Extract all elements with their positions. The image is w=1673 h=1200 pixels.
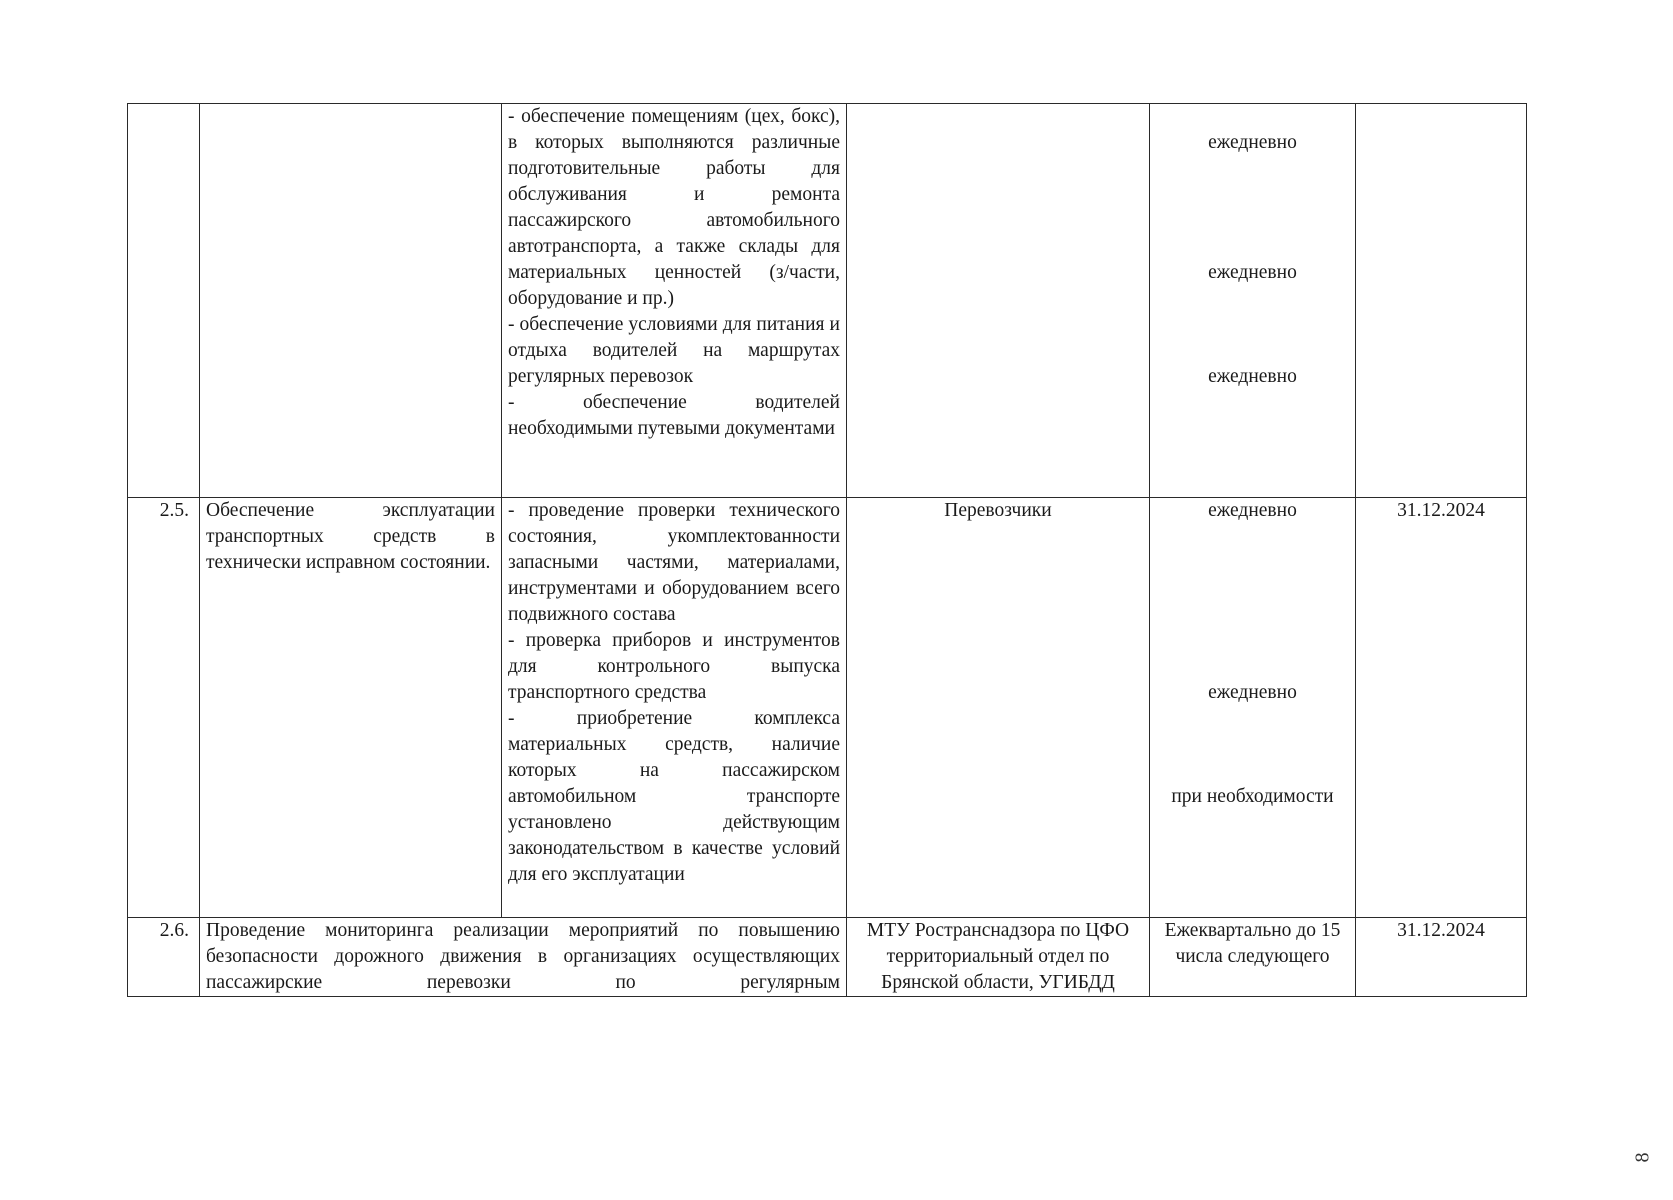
row-number	[128, 104, 200, 498]
list-item: - приобретение комплекса материальных средств, наличие которых на пассажирском автомобильном транспорте установлено действующим законодательством в качестве условий для его эксплуатации	[508, 708, 840, 885]
list-item: - обеспечение условиями для питания и отдыха водителей на маршрутах регулярных перевозок	[508, 314, 840, 387]
row-items	[502, 498, 847, 918]
row-responsible	[847, 104, 1150, 498]
row-responsible: Перевозчики	[847, 498, 1150, 918]
frequency-entry: ежедневно	[1208, 366, 1297, 387]
table-row-continuation	[128, 104, 1527, 498]
row-frequency: Ежеквартально до 15 числа следующего	[1150, 918, 1356, 997]
frequency-entry: при необходимости	[1171, 786, 1334, 807]
frequency-entry: ежедневно	[1208, 262, 1297, 283]
list-item: - обеспечение помещениям (цех, бокс), в которых выполняются различные подготовительные работы для обслуживания и ремонта пассажирского автомобильного автотранспорта, а также склады для материальных ценностей (з/части, оборудование и пр.)	[508, 106, 840, 309]
row-items	[502, 104, 847, 498]
frequency-entry: ежедневно	[1208, 132, 1297, 153]
row-title: Обеспечение эксплуатации транспортных средств в технически исправном состоянии.	[200, 498, 502, 918]
plan-table	[127, 103, 1527, 997]
row-responsible: МТУ Ространснадзора по ЦФО территориальный отдел по Брянской области, УГИБДД	[847, 918, 1150, 997]
row-deadline: 31.12.2024	[1356, 918, 1527, 997]
row-title	[200, 104, 502, 498]
row-frequency	[1150, 104, 1356, 498]
frequency-entry: ежедневно	[1208, 682, 1297, 703]
row-deadline: 31.12.2024	[1356, 498, 1527, 918]
row-number: 2.6.	[128, 918, 200, 997]
row-title: Проведение мониторинга реализации мероприятий по повышению безопасности дорожного движения в организациях осуществляющих пассажирские перевозки по регулярным	[200, 918, 847, 997]
row-frequency	[1150, 498, 1356, 918]
list-item: - проведение проверки технического состояния, укомплектованности запасными частями, материалами, инструментами и оборудованием всего подвижного состава	[508, 500, 840, 625]
frequency-entry: ежедневно	[1208, 500, 1297, 521]
table-row-2-5	[128, 498, 1527, 918]
row-deadline	[1356, 104, 1527, 498]
table-row-2-6	[128, 918, 1527, 997]
row-number: 2.5.	[128, 498, 200, 918]
list-item: - обеспечение водителей необходимыми путевыми документами	[508, 392, 840, 439]
list-item: - проверка приборов и инструментов для контрольного выпуска транспортного средства	[508, 630, 840, 703]
page-number: 8	[1631, 1152, 1654, 1163]
